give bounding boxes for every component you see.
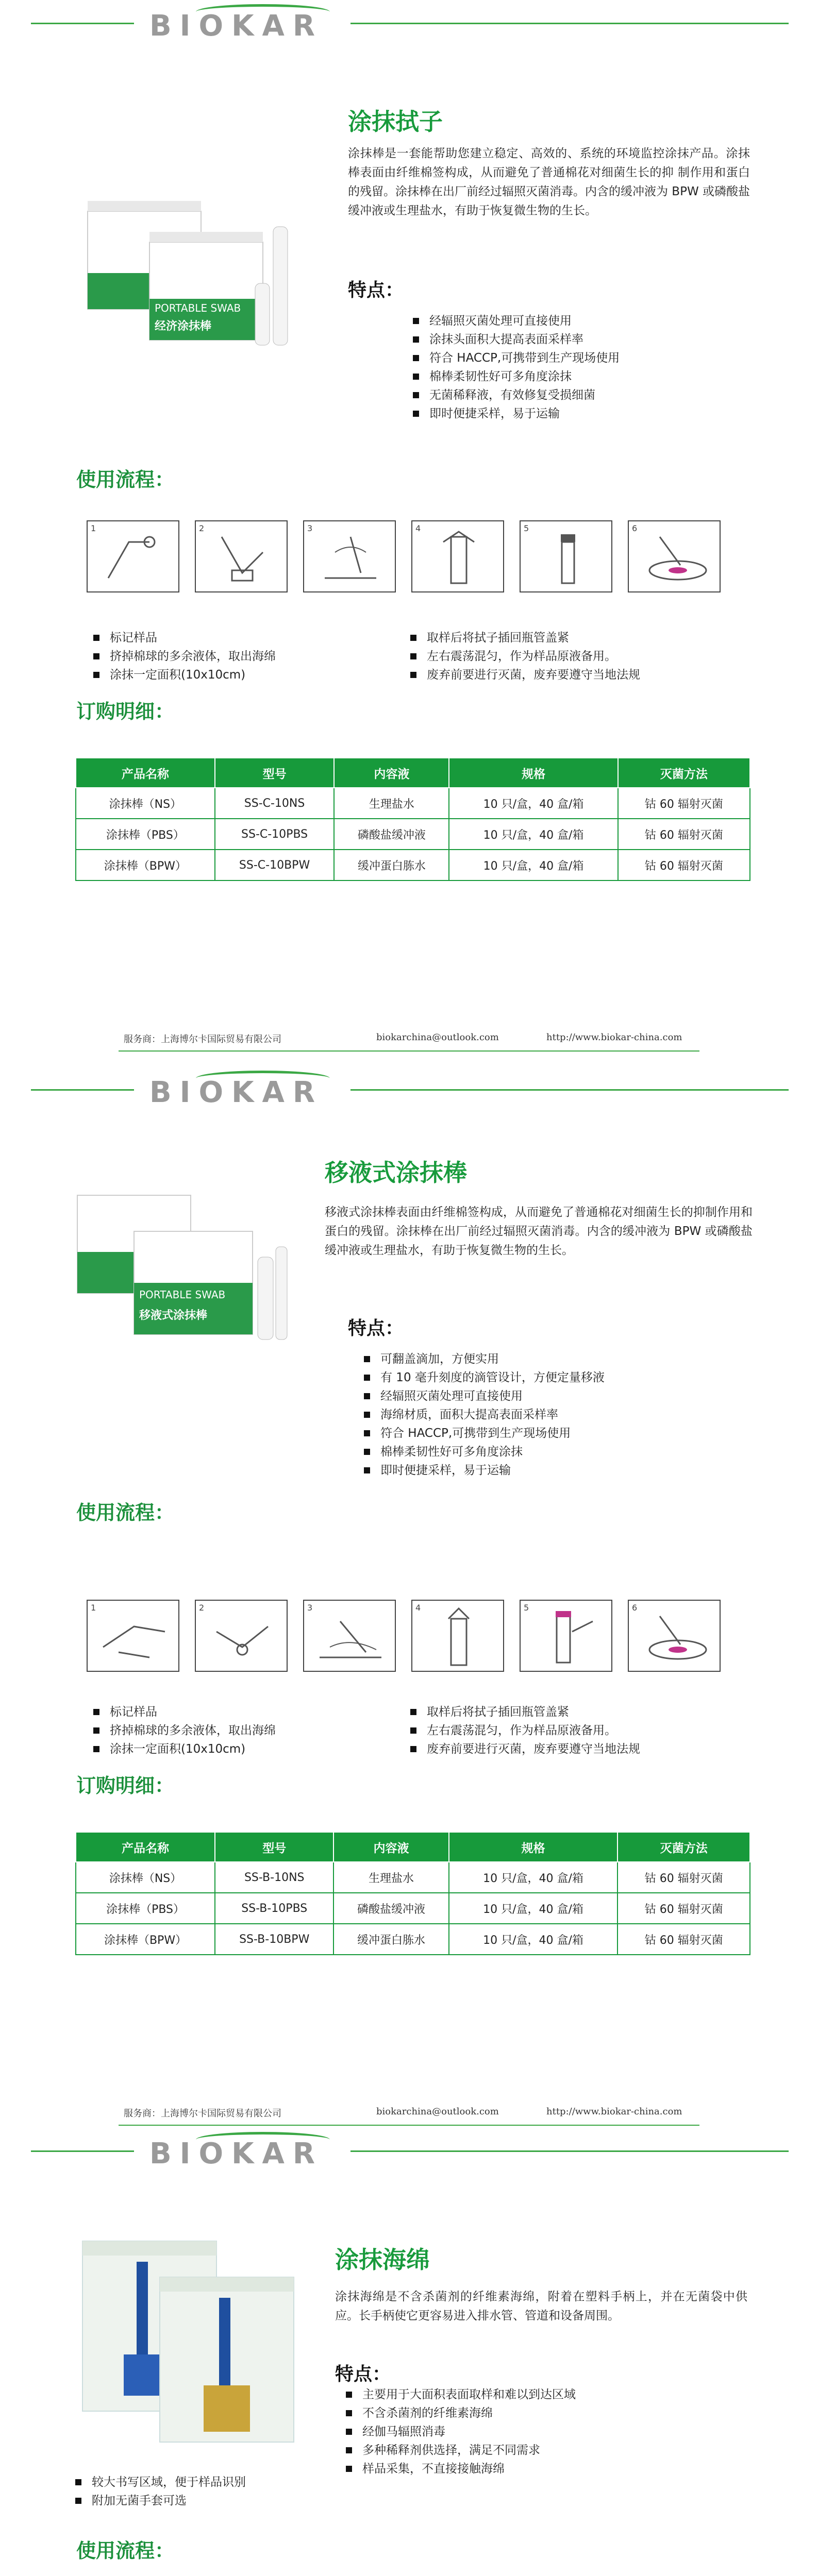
- feature-item: 有 10 毫升刻度的滴管设计，方便定量移液: [361, 1368, 605, 1387]
- section-intro: 涂抹棒是一套能帮助您建立稳定、高效的、系统的环境监控涂抹产品。涂抹棒表面由纤维棉签构成，从而避免了普通棉花对细菌生长的抑 制作用和蛋白的残留。涂抹棒在出厂前经过辐照灭菌消毒。内含的缓冲液为 BPW 或磷酸盐缓冲液或生理盐水，有助于恢复微生物的生长。: [348, 147, 750, 217]
- col-header: 型号: [215, 758, 335, 788]
- note-item: 标记样品: [90, 629, 276, 647]
- table-row: [76, 788, 750, 819]
- brand-logo: BIOKAR: [149, 2137, 323, 2171]
- section-intro: 移液式涂抹棒表面由纤维棉签构成，从而避免了普通棉花对细菌生长的抑制作用和蛋白的残留。涂抹棒在出厂前经过辐照灭菌消毒。内含的缓冲液为 BPW 或磷酸盐缓冲液或生理盐水，有助于恢复微生物的生长。: [325, 1206, 753, 1257]
- feature-item: 主要用于大面积表面取样和难以到达区域: [343, 2385, 576, 2404]
- product-boxes-image: [77, 180, 294, 376]
- feature-item: 多种稀释剂供选择，满足不同需求: [343, 2441, 576, 2460]
- logo-header-2: [0, 1066, 818, 1123]
- note-item: 挤掉棉球的多余液体，取出海绵: [90, 1721, 276, 1740]
- notes-left: [90, 1703, 276, 1758]
- table-row: [76, 819, 750, 850]
- brand-logo: BIOKAR: [149, 1076, 323, 1109]
- sponge-bags-image: [72, 2231, 299, 2447]
- process-step: 2: [195, 1600, 288, 1672]
- product-boxes-image: [72, 1175, 289, 1370]
- table-row: [76, 1924, 750, 1955]
- table-cell: 钴 60 辐射灭菌: [618, 850, 750, 880]
- order-table: [75, 1832, 750, 1955]
- process-step: 5: [520, 520, 612, 592]
- logo-rule-right: [350, 1089, 789, 1091]
- feature-item: 经伽马辐照消毒: [343, 2422, 576, 2441]
- feature-item: 符合 HACCP,可携带到生产现场使用: [361, 1424, 605, 1443]
- feature-item: 样品采集，不直接接触海绵: [343, 2460, 576, 2478]
- note-item: 挤掉棉球的多余液体，取出海绵: [90, 647, 276, 666]
- logo-rule-left: [31, 23, 134, 24]
- order-table: [75, 757, 750, 881]
- footer-2: [0, 2102, 818, 2123]
- table-cell: 缓冲蛋白胨水: [333, 1924, 448, 1955]
- logo-rule-right: [350, 23, 789, 24]
- table-cell: SS-B-10BPW: [215, 1924, 333, 1955]
- note-item: 涂抹一定面积(10x10cm): [90, 1740, 276, 1758]
- feature-item: 附加无菌手套可选: [72, 2492, 246, 2510]
- process-step: 4: [411, 1600, 504, 1672]
- footer-email[interactable]: biokarchina@outlook.com: [376, 1032, 499, 1043]
- section-title: 移液式涂抹棒: [325, 1159, 467, 1187]
- note-item: 涂抹一定面积(10x10cm): [90, 666, 276, 684]
- process-title: 使用流程：: [76, 468, 175, 491]
- footer-1: [0, 1028, 818, 1048]
- feature-item: 经辐照灭菌处理可直接使用: [361, 1387, 605, 1405]
- features-title: 特点：: [335, 2364, 391, 2385]
- table-row: [76, 850, 750, 880]
- process-step: 1: [87, 1600, 179, 1672]
- process-title: 使用流程：: [76, 2539, 175, 2562]
- table-cell: 涂抹棒（NS）: [76, 1862, 215, 1893]
- note-item: 取样后将拭子插回瓶管盖紧: [407, 629, 640, 647]
- col-header: 产品名称: [76, 758, 215, 788]
- process-step: 6: [628, 1600, 721, 1672]
- logo-rule-right: [350, 2150, 789, 2152]
- table-cell: 钴 60 辐射灭菌: [617, 1924, 750, 1955]
- feature-item: 较大书写区域，便于样品识别: [72, 2473, 246, 2492]
- features-title: 特点：: [348, 280, 404, 301]
- footer-rule: [119, 1050, 699, 1052]
- feature-item: 即时便捷采样，易于运输: [361, 1461, 605, 1480]
- footer-web[interactable]: http://www.biokar-china.com: [546, 1032, 682, 1043]
- col-header: 灭菌方法: [618, 758, 750, 788]
- table-cell: 涂抹棒（BPW）: [76, 850, 215, 880]
- table-cell: 10 只/盒，40 盒/箱: [449, 788, 617, 819]
- table-cell: 涂抹棒（PBS）: [76, 1893, 215, 1924]
- table-cell: 10 只/盒，40 盒/箱: [449, 1924, 618, 1955]
- feature-item: 棉棒柔韧性好可多角度涂抹: [361, 1443, 605, 1461]
- table-cell: 10 只/盒，40 盒/箱: [449, 1862, 618, 1893]
- table-cell: 钴 60 辐射灭菌: [617, 1862, 750, 1893]
- process-step: 2: [195, 520, 288, 592]
- box-label-en: PORTABLE SWAB: [139, 1289, 226, 1301]
- logo-header-1: [0, 0, 818, 57]
- feature-item: 涂抹头面积大提高表面采样率: [410, 330, 620, 349]
- table-header-row: [76, 758, 750, 788]
- features-title: 特点：: [348, 1318, 404, 1339]
- table-cell: 钴 60 辐射灭菌: [618, 788, 750, 819]
- section-title: 涂抹海绵: [335, 2246, 430, 2274]
- table-header-row: [76, 1832, 750, 1862]
- order-title: 订购明细：: [76, 1774, 175, 1797]
- col-header: 产品名称: [76, 1832, 215, 1862]
- notes-right: [407, 1703, 640, 1758]
- order-title: 订购明细：: [76, 700, 175, 723]
- note-item: 左右震荡混匀，作为样品原液备用。: [407, 647, 640, 666]
- col-header: 型号: [215, 1832, 333, 1862]
- notes-left: [90, 629, 276, 684]
- table-cell: 钴 60 辐射灭菌: [617, 1893, 750, 1924]
- col-header: 规格: [449, 1832, 618, 1862]
- col-header: 灭菌方法: [617, 1832, 750, 1862]
- process-step: 4: [411, 520, 504, 592]
- table-cell: 钴 60 辐射灭菌: [618, 819, 750, 850]
- feature-item: 经辐照灭菌处理可直接使用: [410, 312, 620, 330]
- logo-rule-left: [31, 1089, 134, 1091]
- table-cell: SS-C-10PBS: [215, 819, 335, 850]
- process-step: 5: [520, 1600, 612, 1672]
- table-row: [76, 1893, 750, 1924]
- table-cell: 10 只/盒，40 盒/箱: [449, 819, 617, 850]
- box-label-en: PORTABLE SWAB: [155, 302, 241, 314]
- table-cell: 生理盐水: [333, 1862, 448, 1893]
- box-label-cn: 移液式涂抹棒: [139, 1309, 208, 1322]
- col-header: 内容液: [334, 758, 449, 788]
- table-cell: SS-B-10PBS: [215, 1893, 333, 1924]
- col-header: 内容液: [333, 1832, 448, 1862]
- process-step: 6: [628, 520, 721, 592]
- table-cell: 10 只/盒，40 盒/箱: [449, 850, 617, 880]
- table-cell: 缓冲蛋白胨水: [334, 850, 449, 880]
- note-item: 左右震荡混匀，作为样品原液备用。: [407, 1721, 640, 1740]
- note-item: 取样后将拭子插回瓶管盖紧: [407, 1703, 640, 1721]
- feature-item: 符合 HACCP,可携带到生产现场使用: [410, 349, 620, 367]
- brand-logo: BIOKAR: [149, 9, 323, 43]
- box-label-cn: 经济涂抹棒: [155, 320, 212, 333]
- note-item: 废弃前要进行灭菌，废弃要遵守当地法规: [407, 666, 640, 684]
- feature-item: 棉棒柔韧性好可多角度涂抹: [410, 367, 620, 386]
- table-cell: 生理盐水: [334, 788, 449, 819]
- footer-rule: [119, 2125, 699, 2126]
- col-header: 规格: [449, 758, 617, 788]
- notes-right: [407, 629, 640, 684]
- section-title: 涂抹拭子: [348, 108, 443, 135]
- features-list: [343, 2385, 576, 2478]
- feature-item: 即时便捷采样，易于运输: [410, 404, 620, 423]
- extra-features-list: [72, 2473, 246, 2510]
- feature-item: 无菌稀释液，有效修复受损细菌: [410, 386, 620, 404]
- footer-service: 服务商：上海博尔卡国际贸易有限公司: [124, 2108, 281, 2119]
- footer-service: 服务商：上海博尔卡国际贸易有限公司: [124, 1034, 281, 1045]
- features-list: [410, 312, 620, 423]
- table-cell: 涂抹棒（PBS）: [76, 819, 215, 850]
- table-cell: 磷酸盐缓冲液: [334, 819, 449, 850]
- table-cell: SS-B-10NS: [215, 1862, 333, 1893]
- note-item: 标记样品: [90, 1703, 276, 1721]
- features-list: [361, 1350, 605, 1480]
- feature-item: 不含杀菌剂的纤维素海绵: [343, 2404, 576, 2422]
- process-step: 1: [87, 520, 179, 592]
- logo-rule-left: [31, 2150, 134, 2152]
- footer-web[interactable]: http://www.biokar-china.com: [546, 2106, 682, 2117]
- feature-item: 海绵材质，面积大提高表面采样率: [361, 1405, 605, 1424]
- process-step: 3: [303, 1600, 396, 1672]
- section-intro: 涂抹海绵是不含杀菌剂的纤维素海绵，附着在塑料手柄上，并在无菌袋中供应。长手柄使它更容易进入排水管、管道和设备周围。: [335, 2290, 747, 2323]
- table-row: [76, 1862, 750, 1893]
- feature-item: 可翻盖滴加，方便实用: [361, 1350, 605, 1368]
- table-cell: 磷酸盐缓冲液: [333, 1893, 448, 1924]
- table-cell: SS-C-10BPW: [215, 850, 335, 880]
- table-cell: 涂抹棒（NS）: [76, 788, 215, 819]
- logo-header-3: [0, 2128, 818, 2184]
- note-item: 废弃前要进行灭菌，废弃要遵守当地法规: [407, 1740, 640, 1758]
- footer-email[interactable]: biokarchina@outlook.com: [376, 2106, 499, 2117]
- process-step: 3: [303, 520, 396, 592]
- table-cell: SS-C-10NS: [215, 788, 335, 819]
- process-title: 使用流程：: [76, 1501, 175, 1524]
- table-cell: 涂抹棒（BPW）: [76, 1924, 215, 1955]
- table-cell: 10 只/盒，40 盒/箱: [449, 1893, 618, 1924]
